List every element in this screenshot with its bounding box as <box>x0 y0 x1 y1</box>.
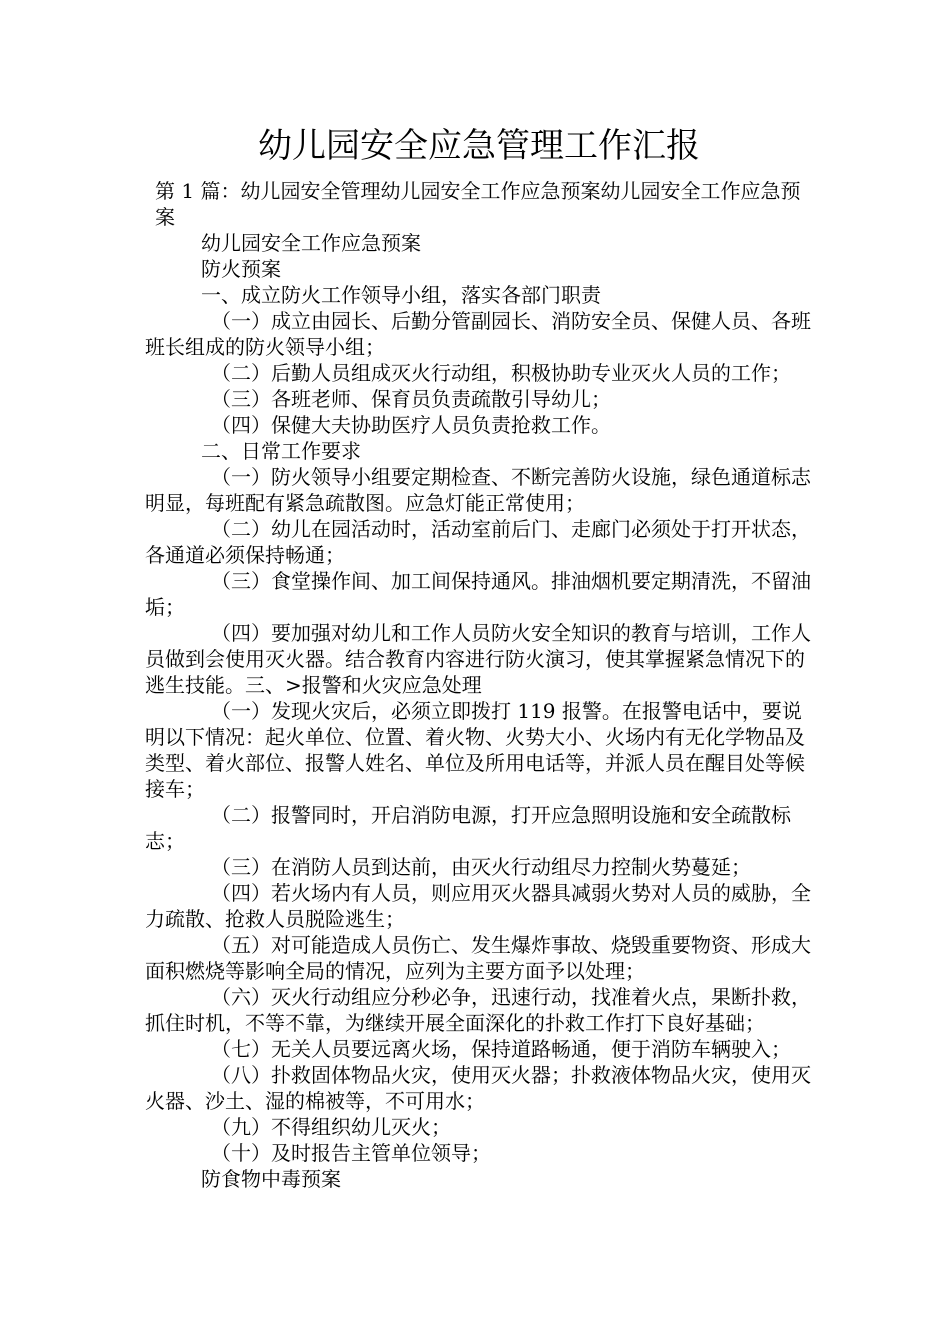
paragraph-section-3-item-10: （十）及时报告主管单位领导； <box>211 1141 491 1165</box>
paragraph-section-1-heading: 一、成立防火工作领导小组，落实各部门职责 <box>201 283 601 307</box>
paragraph-section-3-item-8: （八）扑救固体物品火灾，使用灭火器；扑救液体物品火灾，使用灭火器、沙土、湿的棉被等，不可用水； <box>145 1063 811 1113</box>
paragraph-section-2-item-3: （三）食堂操作间、加工间保持通风。排油烟机要定期清洗，不留油垢； <box>145 569 811 619</box>
document-title: 幼儿园安全应急管理工作汇报 <box>258 126 700 166</box>
document-subtitle: 第 1 篇：幼儿园安全管理幼儿园安全工作应急预案幼儿园安全工作应急预案 <box>155 179 801 229</box>
paragraph-fire-plan-heading: 防火预案 <box>201 257 281 281</box>
paragraph-section-1-item-3: （三）各班老师、保育员负责疏散引导幼儿； <box>211 387 611 411</box>
paragraph-section-3-item-3: （三）在消防人员到达前，由灭火行动组尽力控制火势蔓延； <box>211 855 751 879</box>
paragraph-section-1-item-2: （二）后勤人员组成灭火行动组，积极协助专业灭火人员的工作； <box>211 361 791 385</box>
paragraph-section-3-item-7: （七）无关人员要远离火场，保持道路畅通，便于消防车辆驶入； <box>211 1037 791 1061</box>
paragraph-plan-title: 幼儿园安全工作应急预案 <box>201 231 421 255</box>
paragraph-section-3-item-2: （二）报警同时，开启消防电源，打开应急照明设施和安全疏散标志； <box>145 803 791 853</box>
paragraph-section-2-heading: 二、日常工作要求 <box>201 439 361 463</box>
paragraph-section-2-item-2: （二）幼儿在园活动时，活动室前后门、走廊门必须处于打开状态，各通道必须保持畅通； <box>145 517 811 567</box>
paragraph-section-2-item-4: （四）要加强对幼儿和工作人员防火安全知识的教育与培训，工作人员做到会使用灭火器。结合教育内容进行防火演习，使其掌握紧急情况下的逃生技能。三、>报警和火灾应急处理 <box>145 621 811 697</box>
paragraph-section-3-item-5: （五）对可能造成人员伤亡、发生爆炸事故、烧毁重要物资、形成大面积燃烧等影响全局的情况，应列为主要方面予以处理； <box>145 933 811 983</box>
paragraph-food-poisoning-plan-heading: 防食物中毒预案 <box>201 1167 341 1191</box>
document-page <box>145 118 813 1192</box>
paragraph-section-2-item-1: （一）防火领导小组要定期检查、不断完善防火设施，绿色通道标志明显，每班配有紧急疏散图。应急灯能正常使用； <box>145 465 811 515</box>
paragraph-section-1-item-4: （四）保健大夫协助医疗人员负责抢救工作。 <box>211 413 611 437</box>
paragraph-section-1-item-1: （一）成立由园长、后勤分管副园长、消防安全员、保健人员、各班班长组成的防火领导小组； <box>145 309 811 359</box>
paragraph-section-3-item-4: （四）若火场内有人员，则应用灭火器具减弱火势对人员的威胁，全力疏散、抢救人员脱险逃生； <box>145 881 811 931</box>
paragraph-section-3-item-6: （六）灭火行动组应分秒必争，迅速行动，找准着火点，果断扑救，抓住时机，不等不靠，为继续开展全面深化的扑救工作打下良好基础； <box>145 985 811 1035</box>
paragraph-section-3-item-1: （一）发现火灾后，必须立即拨打 119 报警。在报警电话中，要说明以下情况：起火单位、位置、着火物、火势大小、火场内有无化学物品及类型、着火部位、报警人姓名、单位及所用电话等，并派人员在醒目处等候接车； <box>145 699 805 801</box>
paragraph-section-3-item-9: （九）不得组织幼儿灭火； <box>211 1115 451 1139</box>
